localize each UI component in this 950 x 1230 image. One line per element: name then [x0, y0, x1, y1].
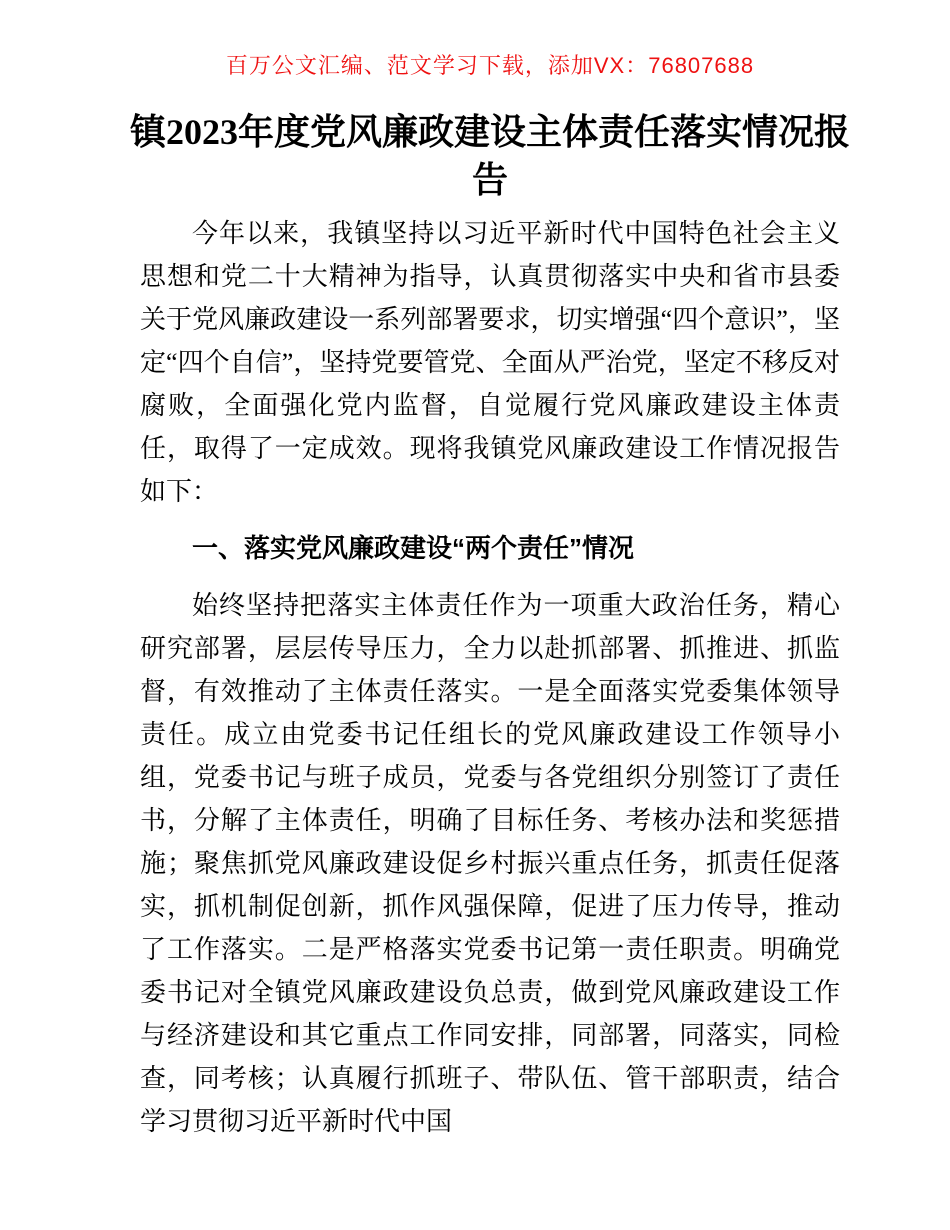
document-body [140, 212, 840, 1143]
paragraph-section-1: 始终坚持把落实主体责任作为一项重大政治任务，精心研究部署，层层传导压力，全力以赴抓部署、抓推进、抓监督，有效推动了主体责任落实。一是全面落实党委集体领导责任。成立由党委书记任组长的党风廉政建设工作领导小组，党委书记与班子成员，党委与各党组织分别签订了责任书，分解了主体责任，明确了目标任务、考核办法和奖惩措施；聚焦抓党风廉政建设促乡村振兴重点任务，抓责任促落实，抓机制促创新，抓作风强保障，促进了压力传导，推动了工作落实。二是严格落实党委书记第一责任职责。明确党委书记对全镇党风廉政建设负总责，做到党风廉政建设工作与经济建设和其它重点工作同安排，同部署，同落实，同检查，同考核；认真履行抓班子、带队伍、管干部职责，结合学习贯彻习近平新时代中国 [140, 591, 840, 1136]
paragraph-intro: 今年以来，我镇坚持以习近平新时代中国特色社会主义思想和党二十大精神为指导，认真贯彻落实中央和省市县委关于党风廉政建设一系列部署要求，切实增强“四个意识”，坚定“四个自信”，坚持党要管党、全面从严治党，坚定不移反对腐败，全面强化党内监督，自觉履行党风廉政建设主体责任，取得了一定成效。现将我镇党风廉政建设工作情况报告如下： [140, 219, 840, 506]
section-heading-1: 一、落实党风廉政建设“两个责任”情况 [192, 533, 635, 563]
page-title: 镇2023年度党风廉政建设主体责任落实情况报告 [129, 112, 850, 200]
watermark-text: 百万公文汇编、范文学习下载，添加VX：76807688 [225, 53, 755, 78]
